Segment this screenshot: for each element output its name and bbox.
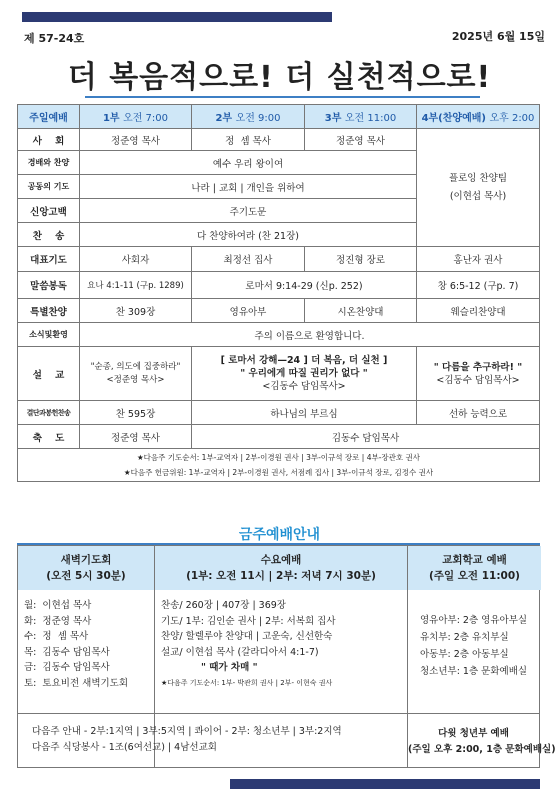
- dawn-sat: 토: 토요비전 새벽기도회: [24, 677, 129, 689]
- sermon-row: [18, 347, 540, 401]
- service-3-name: 3부: [324, 113, 342, 124]
- dawn-mon: 월: 이현섭 목사: [24, 600, 92, 611]
- leader-label: 사 회: [18, 129, 80, 151]
- blessing-label: 축 도: [18, 425, 80, 449]
- school-header: [408, 546, 541, 590]
- leader-s1: 정준영 목사: [80, 129, 192, 151]
- school-children: 아동부: 2층 아동부실: [420, 649, 509, 660]
- school-title: 교회학교 예배: [442, 554, 507, 566]
- wednesday-sermon-title: " 때가 차매 ": [201, 662, 258, 673]
- rep-prayer-s2: 최정선 집사: [192, 247, 305, 272]
- special-row: [18, 299, 540, 323]
- worship-order-table: [17, 104, 540, 482]
- resolve-s1: 찬 595장: [80, 401, 192, 425]
- leader-s3: 정준영 목사: [305, 129, 417, 151]
- dawn-prayer-title: 새벽기도회: [60, 554, 112, 566]
- special-label: 특별찬양: [18, 299, 80, 323]
- resolve-s4: 선하 능력으로: [417, 401, 540, 425]
- sermon-s1-speaker: <정준영 목사>: [106, 374, 165, 385]
- order-header-label: 주일예배: [18, 105, 80, 129]
- welcome-row: [18, 323, 540, 347]
- sermon-s4: [417, 347, 540, 401]
- wednesday-time: (1부: 오전 11시 | 2부: 저녁 7시 30분): [186, 570, 376, 582]
- wednesday-header: [155, 546, 407, 590]
- sermon-s4-speaker: <김동수 담임목사>: [436, 374, 520, 386]
- worship-text: 예수 우리 왕이여: [80, 151, 417, 175]
- scripture-label: 말씀봉독: [18, 272, 80, 299]
- leader-s2: 정 셈 목사: [192, 129, 305, 151]
- wednesday-prayer: 기도/ 1부: 김인순 권사 | 2부: 서복희 집사: [161, 615, 336, 627]
- young-adult-title: 다윗 청년부 예배: [438, 728, 509, 739]
- dawn-wed: 수: 정 셈 목사: [24, 631, 89, 642]
- resolve-label: 결단과봉헌찬송: [18, 401, 80, 425]
- blessing-s1: 정준영 목사: [80, 425, 192, 449]
- young-adult-time: (주일 오후 2:00, 1층 문화예배실): [408, 744, 556, 755]
- creed-text: 주기도문: [80, 199, 417, 223]
- worship-label: 경배와 찬양: [18, 151, 80, 175]
- special-s4: 웨슬리찬양대: [417, 299, 540, 323]
- sermon-s1-title: "순종, 의도에 집중하라": [90, 361, 181, 372]
- special-s3: 시온찬양대: [305, 299, 417, 323]
- dawn-tue: 화: 정준영 목사: [24, 615, 92, 627]
- notes-cell: [18, 449, 540, 482]
- common-prayer-label: 공동의 기도: [18, 175, 80, 199]
- dawn-prayer-list: [18, 590, 154, 713]
- school-time: (주일 오전 11:00): [429, 570, 520, 582]
- sermon-label: 설 교: [18, 347, 80, 401]
- wednesday-hymns: 찬송/ 260장 | 407장 | 369장: [161, 600, 286, 611]
- leader-row: [18, 129, 540, 151]
- special-s1: 찬 309장: [80, 299, 192, 323]
- weekly-section-title: 금주예배안내: [238, 527, 321, 543]
- rep-prayer-s3: 정진형 장로: [305, 247, 417, 272]
- order-header-row: [18, 105, 540, 129]
- blessing-s234: 김동수 담임목사: [192, 425, 540, 449]
- top-decor-bar: [22, 12, 332, 22]
- service-2-name: 2부: [215, 113, 233, 124]
- blessing-row: [18, 425, 540, 449]
- wednesday-list: [155, 590, 407, 713]
- issue-date: 2025년 6월 15일: [451, 30, 545, 43]
- school-kinder: 유치부: 2층 유치부실: [420, 632, 509, 643]
- service-3-header: [305, 105, 417, 129]
- next-week-info: [18, 713, 408, 767]
- notes-row: [18, 449, 540, 482]
- dawn-prayer-header: [18, 546, 154, 590]
- young-adult-worship: [408, 713, 556, 767]
- title-underline: [85, 96, 480, 98]
- rep-prayer-label: 대표기도: [18, 247, 80, 272]
- creed-label: 신앙고백: [18, 199, 80, 223]
- service-2-header: [192, 105, 305, 129]
- wednesday-praise: 찬양/ 할렐루야 찬양대 | 고운숙, 신선한숙: [161, 631, 333, 642]
- wednesday-next-prayer: ★다음주 기도순서: 1부- 박관희 권사 | 2부- 이현숙 권사: [161, 678, 333, 687]
- service-1-time: 오전 7:00: [123, 113, 169, 124]
- resolve-row: [18, 401, 540, 425]
- next-prayer-note: ★다음주 기도순서: 1부-교역자 | 2부-이경원 권사 | 3부-이규석 장로 | 4부-장관호 권사: [136, 453, 421, 462]
- next-offering-note: ★다음주 헌금위원: 1부-교역자 | 2부-이경원 권사, 서점례 집사 | 3부-이규석 장로, 김정수 권사: [123, 468, 434, 477]
- dawn-fri: 금: 김동수 담임목사: [24, 662, 110, 673]
- service-4-name: 4부(찬양예배): [421, 113, 486, 124]
- dawn-thu: 목: 김동수 담임목사: [24, 646, 110, 658]
- sermon-s4-title: " 다름을 추구하라! ": [433, 361, 523, 373]
- school-youth: 청소년부: 1층 문화예배실: [420, 666, 528, 677]
- welcome-label: 소식및환영: [18, 323, 80, 347]
- sermon-s23: [192, 347, 417, 401]
- school-infants: 영유아부: 2층 영유아부실: [420, 615, 528, 626]
- praise-team-cell: 플로잉 찬양팀 (이현섭 목사): [417, 129, 540, 247]
- rep-prayer-row: [18, 247, 540, 272]
- wednesday-sermon: 설교/ 이현섭 목사 (갈라디아서 4:1-7): [161, 646, 319, 658]
- school-list: [408, 590, 541, 713]
- service-1-header: [80, 105, 192, 129]
- sermon-s1: [80, 347, 192, 401]
- service-4-time: 오후 2:00: [489, 113, 535, 124]
- next-week-regions: 다음주 안내 - 2부:1지역 | 3부:5지역 | 콰이어 - 2부: 청소년부 | 3부:2지역: [32, 726, 342, 737]
- service-2-time: 오전 9:00: [235, 113, 281, 124]
- scripture-row: [18, 272, 540, 299]
- scripture-s23: 로마서 9:14-29 (신p. 252): [192, 272, 417, 299]
- hymn-text: 다 찬양하여라 (찬 21장): [80, 223, 417, 247]
- rep-prayer-s1: 사회자: [80, 247, 192, 272]
- common-prayer-text: 나라 | 교회 | 개인을 위하여: [80, 175, 417, 199]
- special-s2: 영유아부: [192, 299, 305, 323]
- rep-prayer-s4: 홍난자 권사: [417, 247, 540, 272]
- hymn-label: 찬 송: [18, 223, 80, 247]
- weekly-grid: [17, 545, 556, 768]
- scripture-s4: 창 6:5-12 (구p. 7): [417, 272, 540, 299]
- welcome-text: 주의 이름으로 환영합니다.: [80, 323, 540, 347]
- wednesday-title: 수요예배: [260, 554, 302, 566]
- page-title: 더 복음적으로! 더 실천적으로!: [67, 60, 492, 95]
- dawn-prayer-time: (오전 5시 30분): [46, 570, 126, 582]
- sermon-s23-series: [ 로마서 강해—24 ] 더 복음, 더 실천 ]: [220, 355, 388, 366]
- scripture-s1: 요나 4:1-11 (구p. 1289): [80, 272, 192, 299]
- sermon-s23-speaker: <김동수 담임목사>: [262, 381, 346, 392]
- bottom-decor-bar: [230, 779, 540, 789]
- resolve-s23: 하나님의 부르심: [192, 401, 417, 425]
- next-week-kitchen: 다음주 식당봉사 - 1조(6여선교) | 4남선교회: [32, 742, 217, 753]
- service-3-time: 오전 11:00: [344, 113, 397, 124]
- issue-number: 제 57-24호: [24, 32, 85, 45]
- sermon-s23-title: " 우리에게 따질 권리가 없다 ": [240, 368, 368, 379]
- service-1-name: 1부: [102, 113, 120, 124]
- service-4-header: [417, 105, 540, 129]
